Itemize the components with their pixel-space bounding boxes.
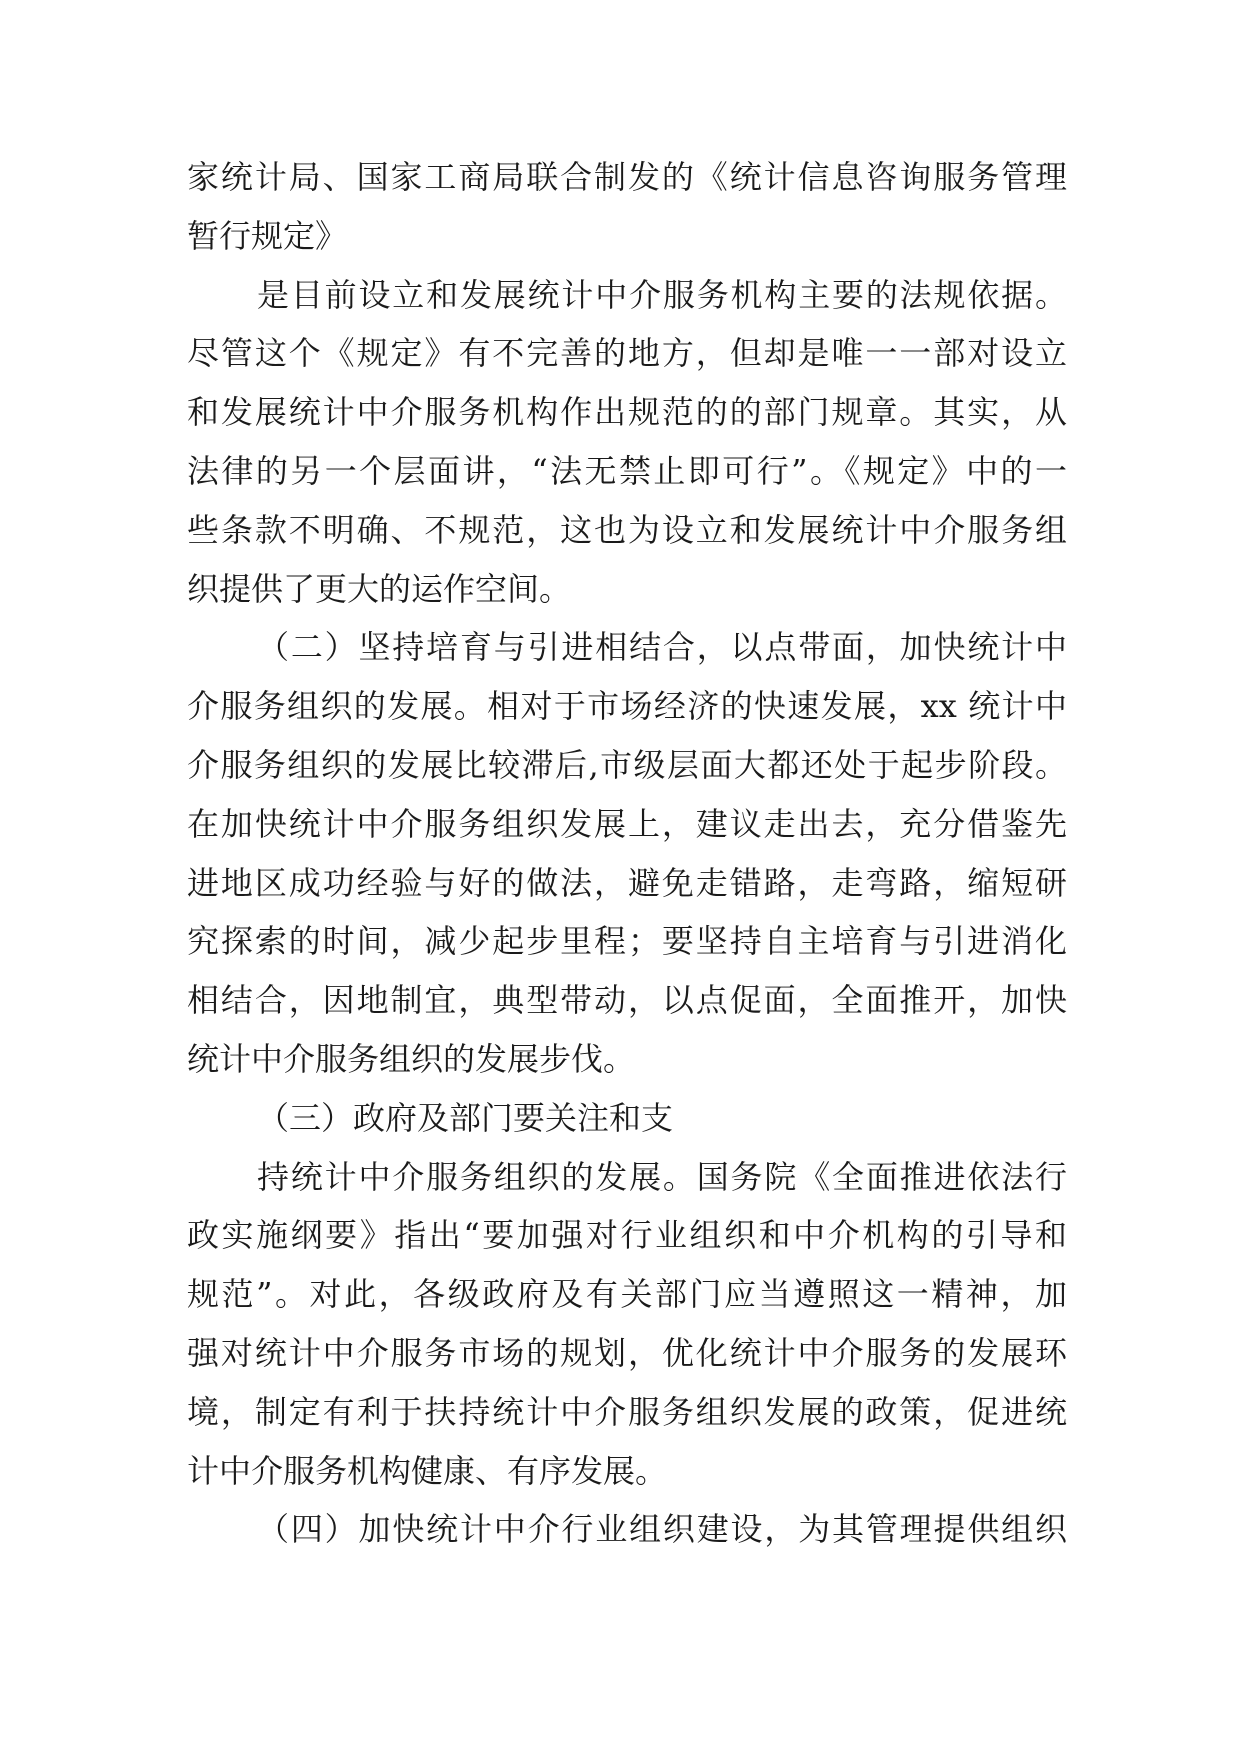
- text-line: 介服务组织的发展。相对于市场经济的快速发展，xx 统计中: [187, 687, 1067, 726]
- text-line: 暂行规定》: [187, 216, 348, 255]
- text-line: 在加快统计中介服务组织发展上，建议走出去，充分借鉴先: [187, 804, 1067, 843]
- text-line: 些条款不明确、不规范，这也为设立和发展统计中介服务组: [187, 510, 1067, 549]
- section-heading-line: （三）政府及部门要关注和支: [257, 1098, 674, 1137]
- text-line: 和发展统计中介服务机构作出规范的的部门规章。其实，从: [187, 393, 1067, 432]
- text-line: 进地区成功经验与好的做法，避免走错路，走弯路，缩短研: [187, 863, 1067, 902]
- text-line: 织提供了更大的运作空间。: [187, 569, 572, 608]
- text-line: 介服务组织的发展比较滞后,市级层面大都还处于起步阶段。: [187, 745, 1067, 784]
- text-line: 规范”。对此，各级政府及有关部门应当遵照这一精神，加: [187, 1275, 1067, 1314]
- text-line: 统计中介服务组织的发展步伐。: [187, 1039, 636, 1078]
- text-line: 法律的另一个层面讲，“法无禁止即可行”。《规定》中的一: [187, 451, 1067, 490]
- text-line: 相结合，因地制宜，典型带动，以点促面，全面推开，加快: [187, 981, 1067, 1020]
- text-line: 计中介服务机构健康、有序发展。: [187, 1451, 668, 1490]
- document-body: [187, 148, 1067, 1559]
- text-line: 政实施纲要》指出“要加强对行业组织和中介机构的引导和: [187, 1216, 1067, 1255]
- text-line: 家统计局、国家工商局联合制发的《统计信息咨询服务管理: [187, 158, 1067, 196]
- text-line: 尽管这个《规定》有不完善的地方，但却是唯一一部对设立: [187, 334, 1067, 373]
- section-heading-line: （二）坚持培育与引进相结合，以点带面，加快统计中: [257, 628, 1067, 667]
- text-line: 究探索的时间，减少起步里程；要坚持自主培育与引进消化: [187, 922, 1067, 961]
- paragraph-first-line: 是目前设立和发展统计中介服务机构主要的法规依据。: [257, 275, 1067, 314]
- paragraph-first-line: 持统计中介服务组织的发展。国务院《全面推进依法行: [257, 1157, 1067, 1196]
- section-heading-line: （四）加快统计中介行业组织建设，为其管理提供组织: [257, 1510, 1067, 1549]
- text-line: 境，制定有利于扶持统计中介服务组织发展的政策，促进统: [187, 1392, 1067, 1431]
- text-line: 强对统计中介服务市场的规划，优化统计中介服务的发展环: [187, 1333, 1067, 1372]
